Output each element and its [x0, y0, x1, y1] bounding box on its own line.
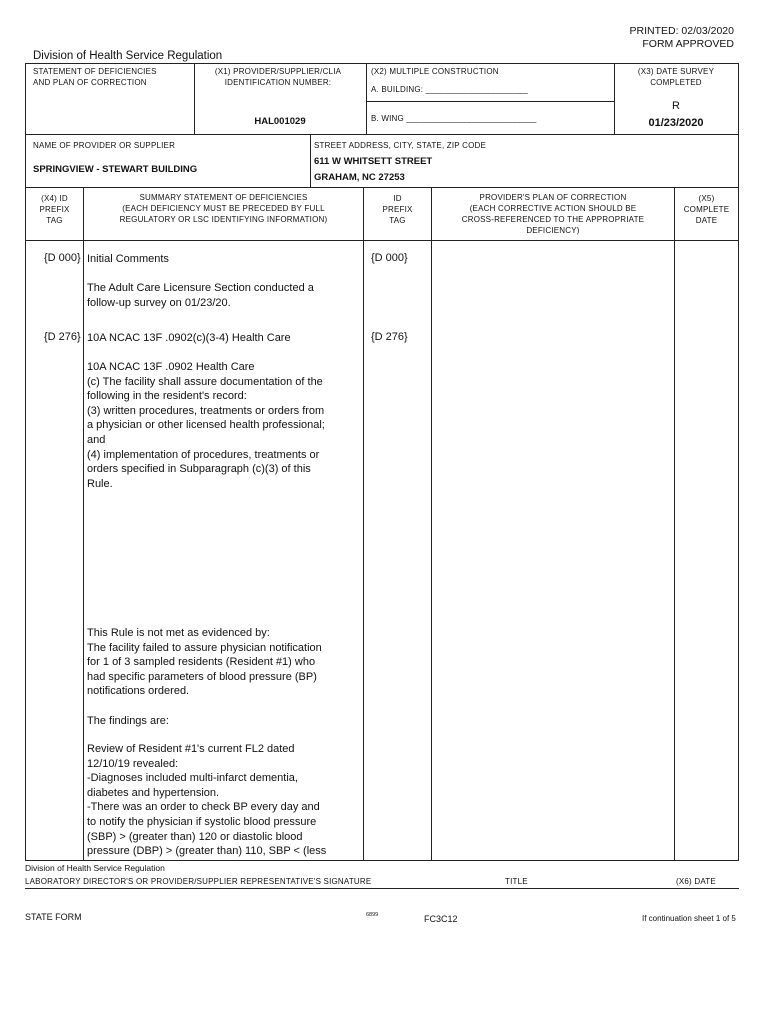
left-border: [25, 63, 26, 860]
col-id-header: ID PREFIX TAG: [382, 194, 413, 225]
form-code-small: 6899: [366, 912, 379, 918]
agency-name: Division of Health Service Regulation: [33, 50, 223, 62]
statement-label: STATEMENT OF DEFICIENCIES AND PLAN OF CORRECTION: [33, 67, 157, 87]
building-label: A. BUILDING: ______________________: [371, 85, 528, 94]
right-border: [738, 63, 739, 860]
divider-x2: [366, 63, 367, 135]
col-divider-1: [83, 187, 84, 860]
divider-x1: [194, 63, 195, 135]
column-header-divider: [25, 240, 739, 241]
col-divider-4: [674, 187, 675, 860]
title-label: TITLE: [505, 877, 528, 886]
col-divider-3: [431, 187, 432, 860]
footer-agency: Division of Health Service Regulation: [25, 863, 165, 873]
d276-findings-label: The findings are:: [87, 715, 169, 727]
x1-label: (X1) PROVIDER/SUPPLIER/CLIA IDENTIFICATION NUMBER:: [214, 67, 342, 87]
wing-label: B. WING ____________________________: [371, 114, 537, 123]
provider-id: HAL001029: [254, 116, 306, 127]
x3-label: (X3) DATE SURVEY COMPLETED: [637, 67, 715, 87]
form-code: FC3C12: [424, 914, 458, 924]
survey-date: 01/23/2020: [648, 117, 704, 129]
signature-bottom-border: [25, 888, 739, 889]
col-divider-2: [363, 187, 364, 860]
col-x4-header: (X4) ID PREFIX TAG: [39, 194, 70, 225]
d276-tag: {D 276}: [44, 331, 81, 343]
col-summary-header: SUMMARY STATEMENT OF DEFICIENCIES (EACH DEFICIENCY MUST BE PRECEDED BY FULL REGULATORY OR LSC IDENTIFYING INFORMATION): [119, 193, 328, 224]
d000-title: Initial Comments: [87, 253, 169, 265]
d276-rule-text: 10A NCAC 13F .0902 Health Care (c) The facility shall assure documentation of the following in the resident's record: (3) written procedures, treatments or orders from a physician or other licensed health professional; and (4) implementation of procedures, treatments or orders specified in Subparagraph (c)(3) of this Rule.: [87, 361, 325, 490]
col-plan-header: PROVIDER'S PLAN OF CORRECTION (EACH CORRECTIVE ACTION SHOULD BE CROSS-REFERENCED TO THE APPROPRIATE DEFICIENCY): [461, 193, 645, 235]
continuation-sheet: If continuation sheet 1 of 5: [642, 914, 736, 923]
provider-name-label: NAME OF PROVIDER OR SUPPLIER: [33, 141, 176, 150]
d000-tag: {D 000}: [44, 252, 81, 264]
provider-divider: [25, 187, 739, 188]
address-label: STREET ADDRESS, CITY, STATE, ZIP CODE: [314, 141, 487, 150]
form-approved: FORM APPROVED: [642, 38, 734, 50]
address-line-1: 611 W WHITSETT STREET: [314, 156, 433, 167]
date-label: (X6) DATE: [676, 877, 716, 886]
d000-text: The Adult Care Licensure Section conducted a follow-up survey on 01/23/20.: [87, 282, 314, 309]
body-bottom-border: [25, 860, 739, 861]
d276-not-met-text: This Rule is not met as evidenced by: The facility failed to assure physician notification for 1 of 3 sampled residents (Resident #1) who had specific parameters of blood pressure (BP) notifications ordered.: [87, 627, 322, 698]
col-x5-header: (X5) COMPLETE DATE: [683, 194, 730, 225]
d276-id: {D 276}: [371, 331, 408, 343]
address-line-2: GRAHAM, NC 27253: [314, 172, 405, 183]
printed-date: PRINTED: 02/03/2020: [629, 25, 734, 37]
signature-label: LABORATORY DIRECTOR'S OR PROVIDER/SUPPLIER REPRESENTATIVE'S SIGNATURE: [25, 877, 372, 886]
d276-title: 10A NCAC 13F .0902(c)(3-4) Health Care: [87, 332, 291, 344]
header-divider: [25, 134, 739, 135]
divider-address: [310, 134, 311, 187]
divider-building-wing: [366, 101, 614, 102]
provider-name: SPRINGVIEW - STEWART BUILDING: [33, 164, 198, 175]
state-form-label: STATE FORM: [25, 912, 82, 922]
x2-label: (X2) MULTIPLE CONSTRUCTION: [371, 67, 499, 76]
header-top-border: [25, 63, 739, 64]
d276-review-text: Review of Resident #1's current FL2 dated 12/10/19 revealed: -Diagnoses included multi-infarct dementia, diabetes and hypertension. -There was an order to check BP every day and to notify the physician if systolic blood pressure (SBP) > (greater than) 120 or diastolic blood pressure (DBP) > (greater than) 110, SBP < (less: [87, 743, 327, 858]
x3-r: R: [672, 100, 680, 112]
d000-id: {D 000}: [371, 252, 408, 264]
